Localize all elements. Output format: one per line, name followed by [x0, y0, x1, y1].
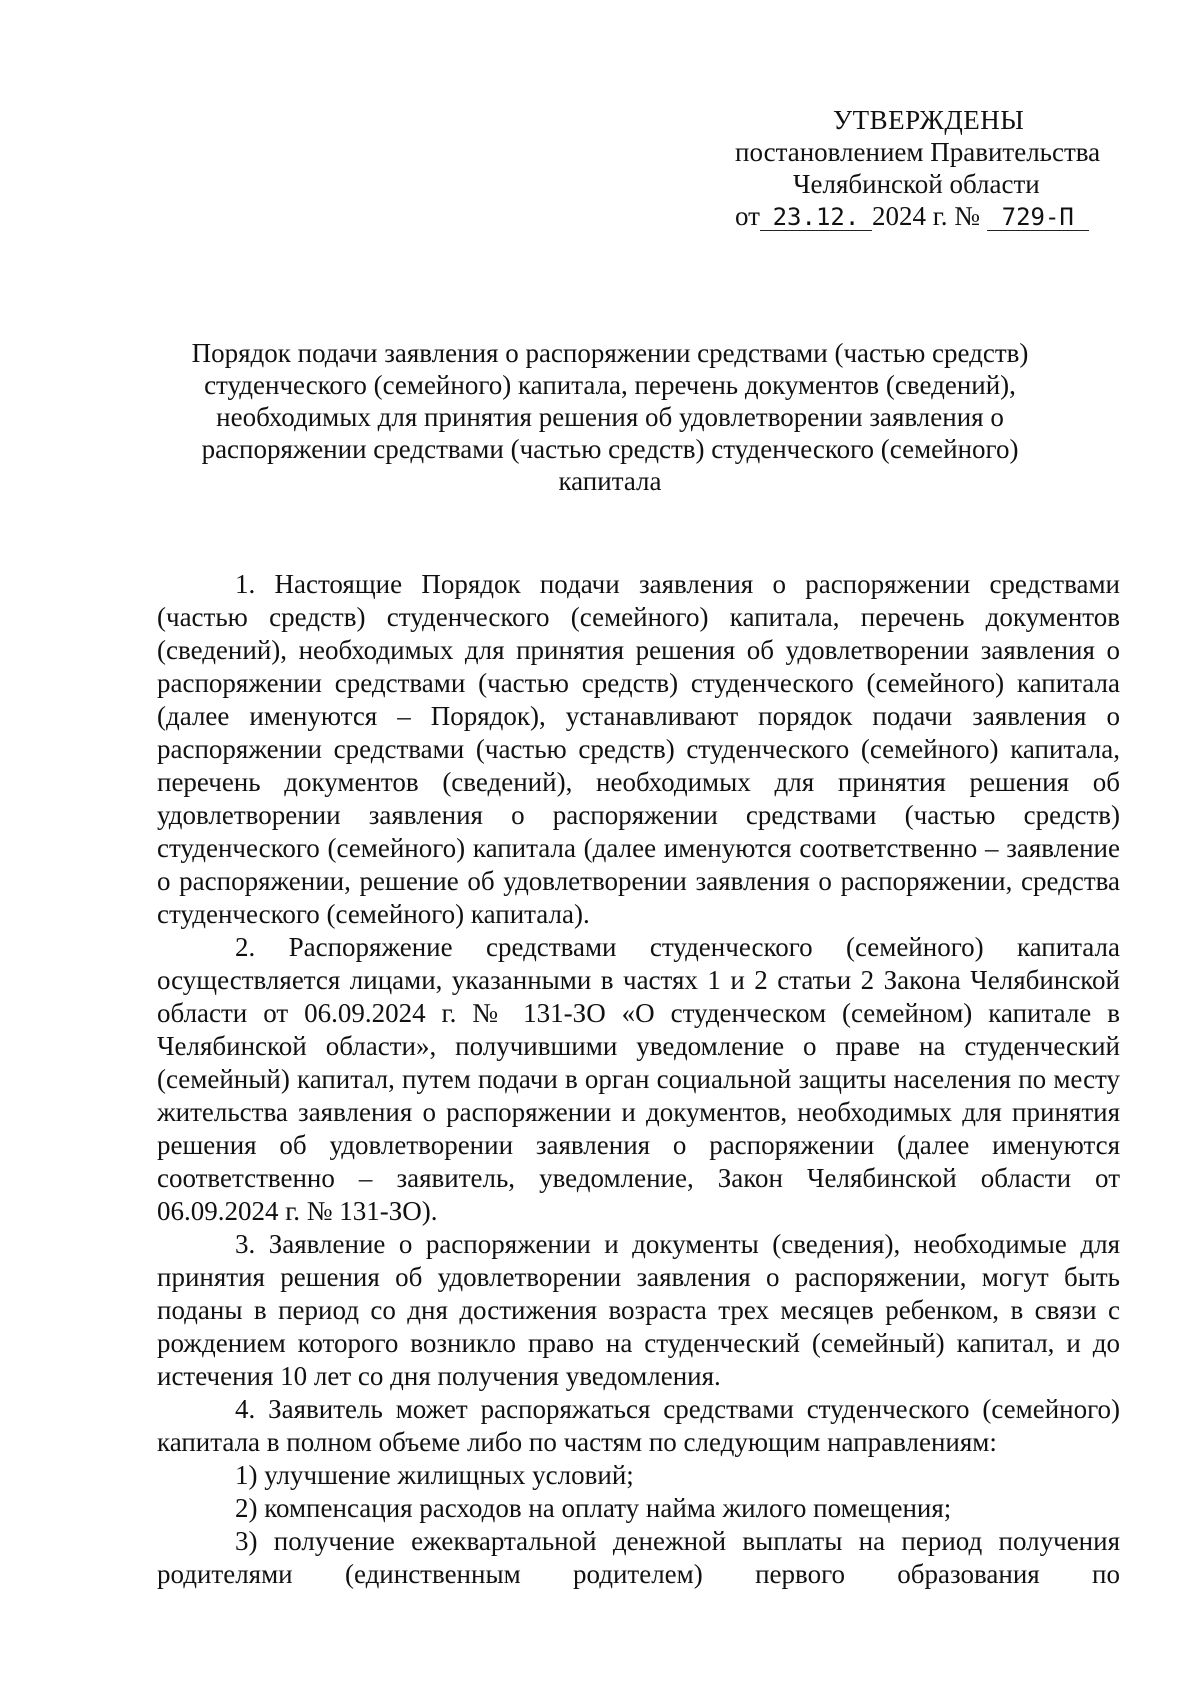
paragraph-3: 3. Заявление о распоряжении и документы (сведения), необходимые для принятия решения об удовлетворении заявления о распоряжении, могут быть поданы в период со дня достижения возраста трех месяцев ребенком, в связи с рождением которого возникло право на студенческий (семейный) капитал, и до истечения 10 лет со дня получения уведомления.	[157, 1229, 1120, 1391]
approval-line-resolution: постановлением Правительства	[735, 137, 1101, 167]
title-line: Порядок подачи заявления о распоряжении средствами (частью средств)	[191, 338, 1029, 368]
title-line: распоряжении средствами (частью средств) студенческого (семейного)	[201, 434, 1019, 464]
paragraph-2: 2. Распоряжение средствами студенческого (семейного) капитала осуществляется лицами, указанными в частях 1 и 2 статьи 2 Закона Челябинской области от 06.09.2024 г. № 131-ЗО «О студенческом (семейном) капитале в Челябинской области», получившими уведомление о праве на студенческий (семейный) капитал, путем подачи в орган социальной защиты населения по месту жительства заявления о распоряжении и документов, необходимых для принятия решения об удовлетворении заявления о распоряжении (далее именуются соответственно – заявитель, уведомление, Закон Челябинской области от 06.09.2024 г. № 131-ЗО).	[157, 932, 1120, 1226]
approval-number-field: 729-П	[987, 204, 1089, 231]
approval-line-region: Челябинской области	[793, 169, 1040, 199]
paragraph-4: 4. Заявитель может распоряжаться средствами студенческого (семейного) капитала в полном объеме либо по частям по следующим направлениям:	[157, 1394, 1120, 1457]
document-body	[157, 568, 1120, 1591]
list-item-3: 3) получение ежеквартальной денежной выплаты на период получения родителями (единственным родителем) первого образования по	[157, 1526, 1120, 1589]
approval-year-label: 2024 г. №	[871, 201, 980, 231]
approval-heading: УТВЕРЖДЕНЫ	[833, 105, 1025, 135]
title-line: капитала	[558, 466, 662, 496]
paragraph-1: 1. Настоящие Порядок подачи заявления о распоряжении средствами (частью средств) студенческого (семейного) капитала, перечень документов (сведений), необходимых для принятия решения об удовлетворении заявления о распоряжении средствами (частью средств) студенческого (семейного) капитала (далее именуются – Порядок), устанавливают порядок подачи заявления о распоряжении средствами (частью средств) студенческого (семейного) капитала, перечень документов (сведений), необходимых для принятия решения об удовлетворении заявления о распоряжении средствами (частью средств) студенческого (семейного) капитала (далее именуются соответственно – заявление о распоряжении, решение об удовлетворении заявления о распоряжении, средства студенческого (семейного) капитала).	[157, 569, 1120, 929]
approval-line-date-number	[735, 200, 1135, 232]
approval-stamp	[735, 104, 1135, 232]
title-line: студенческого (семейного) капитала, перечень документов (сведений),	[204, 370, 1016, 400]
list-item-2: 2) компенсация расходов на оплату найма жилого помещения;	[235, 1493, 952, 1523]
title-line: необходимых для принятия решения об удовлетворении заявления о	[216, 402, 1004, 432]
list-item-1: 1) улучшение жилищных условий;	[235, 1460, 634, 1490]
document-title	[180, 337, 1040, 497]
approval-date-field: 23.12.	[760, 204, 872, 231]
approval-from-label: от	[735, 201, 760, 231]
